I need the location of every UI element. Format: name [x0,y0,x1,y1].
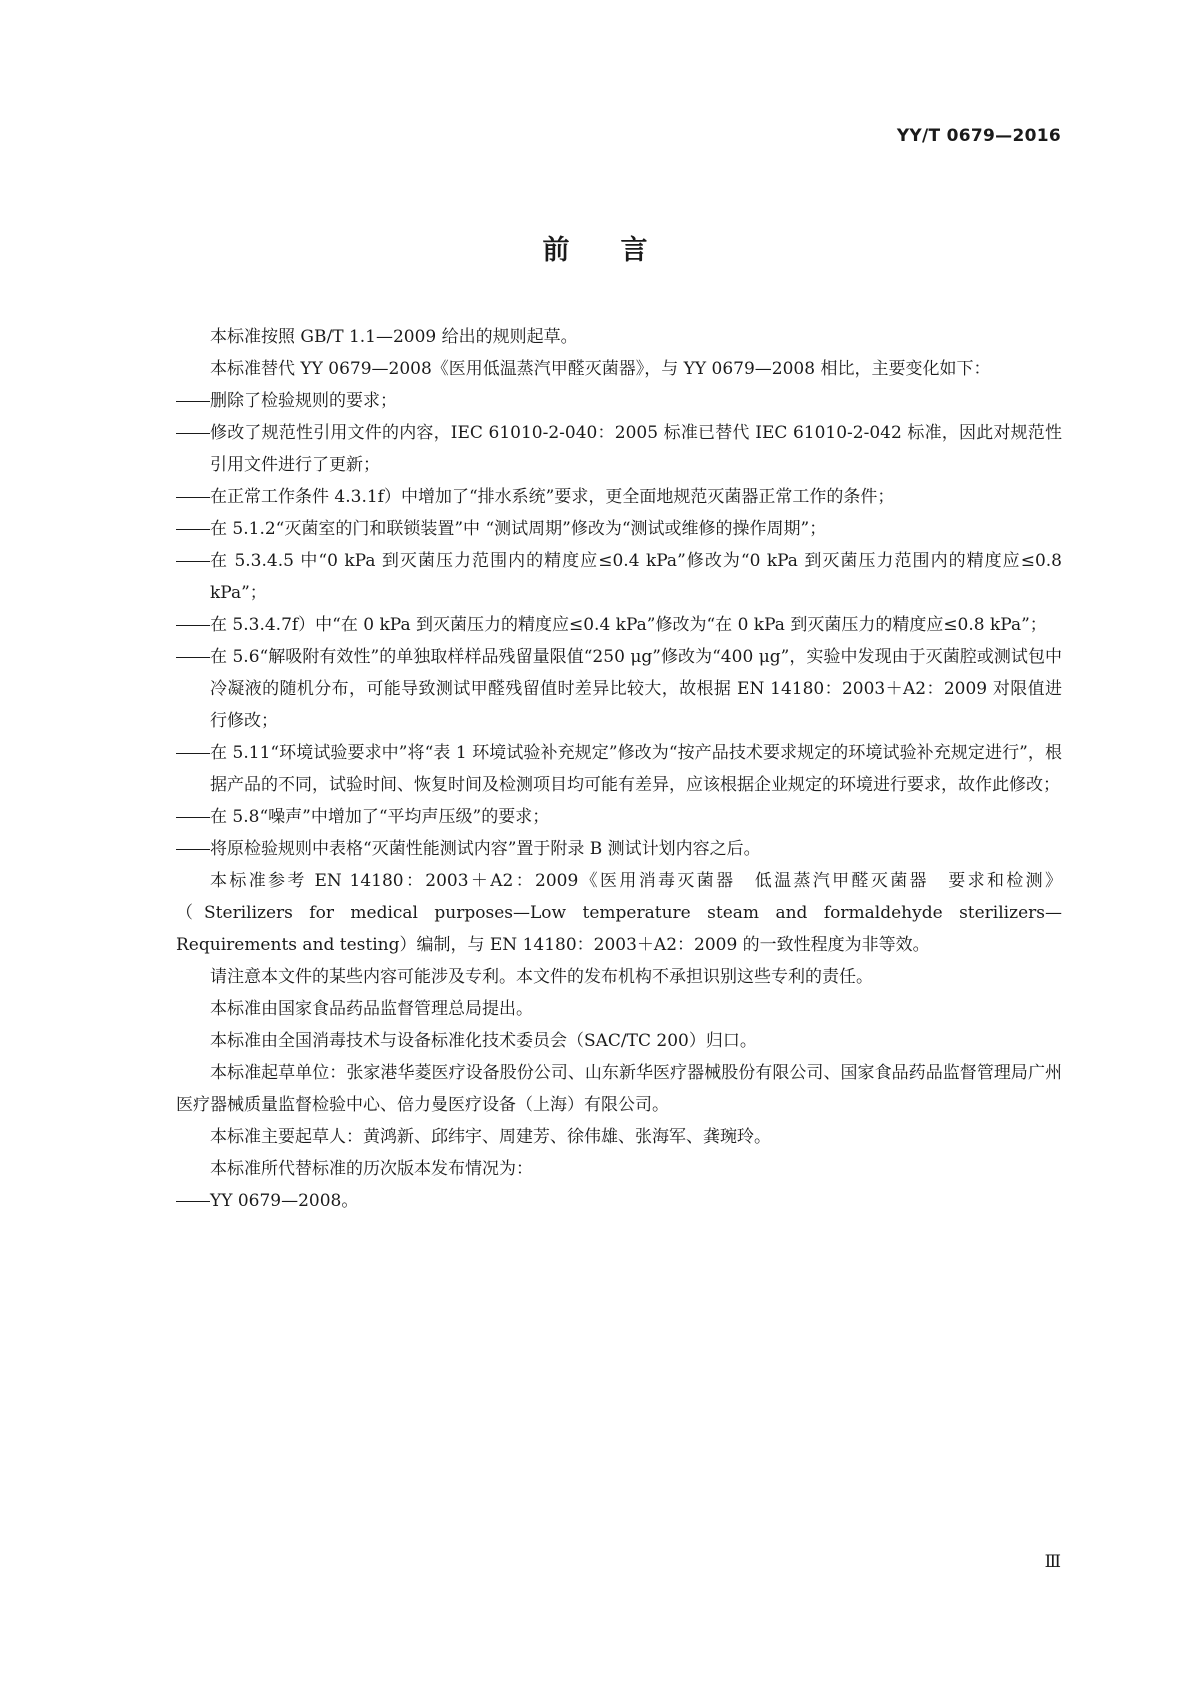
change-item-text: 在 5.3.4.7f）中“在 0 kPa 到灭菌压力的精度应≤0.4 kPa”修改为“在 0 kPa 到灭菌压力的精度应≤0.8 kPa”； [210,615,1047,635]
change-item [176,801,1062,833]
page-number: Ⅲ [1044,1552,1061,1572]
change-item [176,545,1062,609]
change-item-text: 在 5.11“环境试验要求中”将“表 1 环境试验补充规定”修改为“按产品技术要求规定的环境试验补充规定进行”，根据产品的不同，试验时间、恢复时间及检测项目均可能有差异，应该根据企业规定的环境进行要求，故作此修改； [210,743,1062,795]
paragraph-proposer: 本标准由国家食品药品监督管理总局提出。 [210,999,533,1019]
change-item [176,481,1062,513]
title-char-1: 前 [542,235,571,266]
change-item [176,641,1062,737]
paragraph-patent-notice: 请注意本文件的某些内容可能涉及专利。本文件的发布机构不承担识别这些专利的责任。 [210,967,873,987]
paragraph-drafters: 本标准主要起草人：黄鸿新、邱纬宇、周建芳、徐伟雄、张海军、龚琬玲。 [210,1127,771,1147]
change-item-text: 在 5.3.4.5 中“0 kPa 到灭菌压力范围内的精度应≤0.4 kPa”修改为“0 kPa 到灭菌压力范围内的精度应≤0.8 kPa”； [210,551,1062,603]
paragraph-committee: 本标准由全国消毒技术与设备标准化技术委员会（SAC/TC 200）归口。 [210,1031,757,1051]
foreword-body [176,321,1062,1217]
page-title [0,228,1191,267]
paragraph-reference: 本标准参考 EN 14180：2003＋A2：2009《医用消毒灭菌器 低温蒸汽甲醛灭菌器 要求和检测》（Sterilizers for medical purposes—Low temperature steam and formaldehyde sterilizers—Requirements and testing）编制，与 EN 14180：2003＋A2：2009 的一致性程度为非等效。 [176,871,1062,955]
change-item [176,833,1062,865]
history-item-text: YY 0679—2008。 [210,1191,359,1211]
paragraph-history-intro: 本标准所代替标准的历次版本发布情况为： [210,1159,533,1179]
standard-code: YY/T 0679—2016 [896,126,1061,146]
change-item-text: 删除了检验规则的要求； [210,391,397,411]
change-item-text: 将原检验规则中表格“灭菌性能测试内容”置于附录 B 测试计划内容之后。 [210,839,761,859]
paragraph-replacement: 本标准替代 YY 0679—2008《医用低温蒸汽甲醛灭菌器》，与 YY 0679—2008 相比，主要变化如下： [210,359,991,379]
change-item-text: 在 5.6“解吸附有效性”的单独取样样品残留量限值“250 μg”修改为“400 μg”，实验中发现由于灭菌腔或测试包中冷凝液的随机分布，可能导致测试甲醛残留值时差异比较大，故根据 EN 14180：2003＋A2：2009 对限值进行修改； [210,647,1062,731]
title-char-2: 言 [620,235,649,266]
change-item [176,417,1062,481]
change-item [176,737,1062,801]
history-item [176,1185,1062,1217]
change-item-text: 在正常工作条件 4.3.1f）中增加了“排水系统”要求，更全面地规范灭菌器正常工作的条件； [210,487,895,507]
change-item [176,385,1062,417]
change-item [176,609,1062,641]
change-item-text: 修改了规范性引用文件的内容，IEC 61010-2-040：2005 标准已替代 IEC 61010-2-042 标准，因此对规范性引用文件进行了更新； [210,423,1062,475]
paragraph-drafting-units: 本标准起草单位：张家港华菱医疗设备股份公司、山东新华医疗器械股份有限公司、国家食品药品监督管理局广州医疗器械质量监督检验中心、倍力曼医疗设备（上海）有限公司。 [176,1063,1062,1115]
change-item-text: 在 5.1.2“灭菌室的门和联锁装置”中 “测试周期”修改为“测试或维修的操作周期”； [210,519,827,539]
change-item-text: 在 5.8“噪声”中增加了“平均声压级”的要求； [210,807,550,827]
paragraph-drafting-rules: 本标准按照 GB/T 1.1—2009 给出的规则起草。 [210,327,578,347]
change-item [176,513,1062,545]
